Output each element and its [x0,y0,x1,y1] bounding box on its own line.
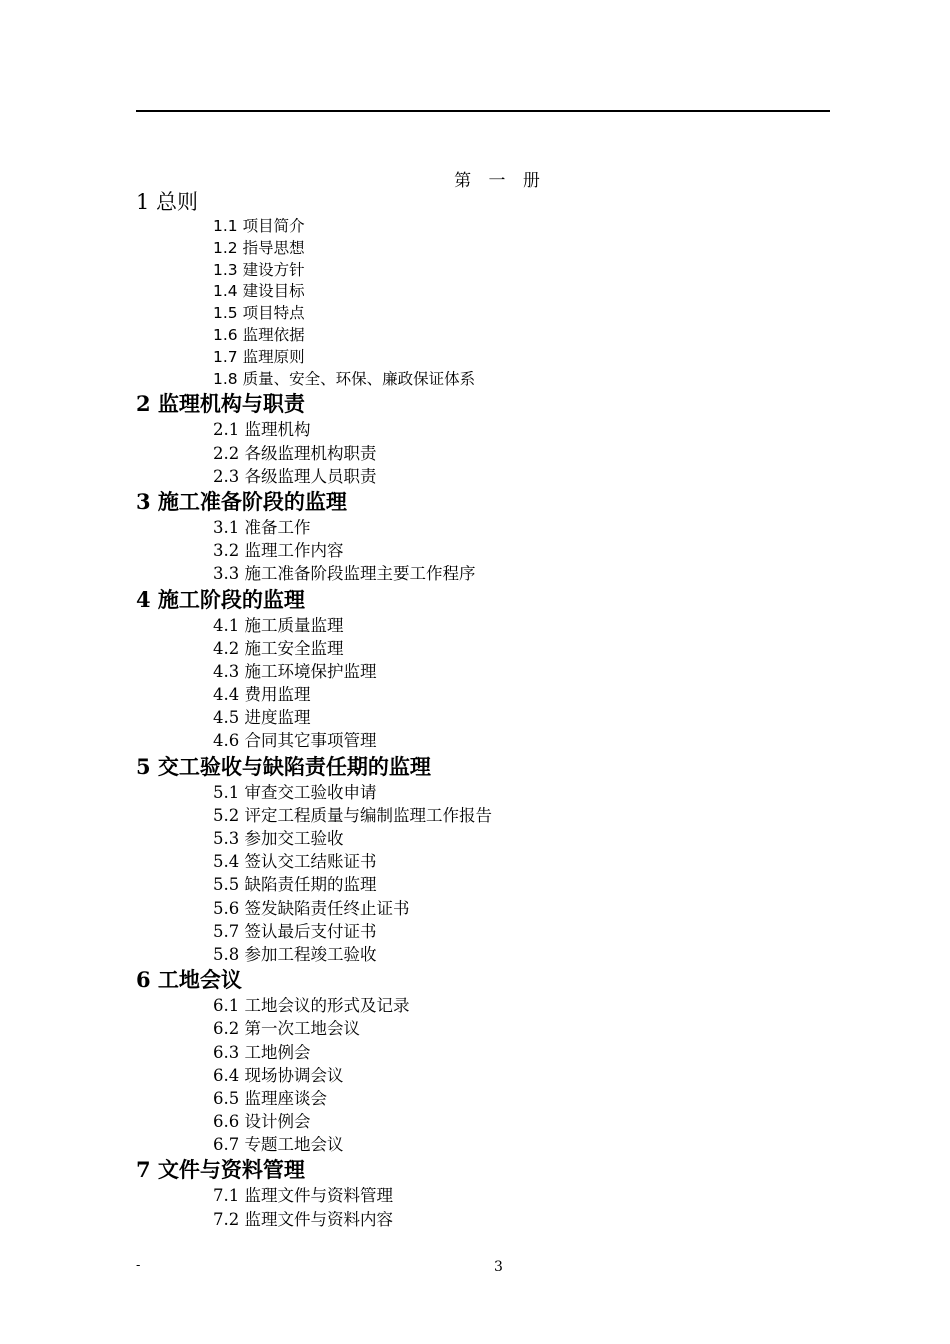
toc-chapter-heading: 6 工地会议 [136,967,242,993]
toc-section-item: 6.3 工地例会 [213,1042,311,1062]
toc-section-item: 5.4 签认交工结账证书 [213,852,377,872]
toc-section-item: 3.3 施工准备阶段监理主要工作程序 [213,564,476,584]
toc-chapter-heading: 2 监理机构与职责 [136,391,305,417]
toc-section-item: 2.1 监理机构 [213,420,311,440]
header-rule [136,110,830,112]
toc-section-item: 4.1 施工质量监理 [213,615,344,635]
toc-section-item: 5.3 参加交工验收 [213,829,344,848]
toc-section-item: 4.4 费用监理 [213,685,311,705]
toc-section-item: 1.6 监理依据 [213,325,305,344]
toc-chapter-heading: 7 文件与资料管理 [136,1157,305,1183]
toc-section-item: 6.7 专题工地会议 [213,1135,344,1155]
toc-section-item: 5.2 评定工程质量与编制监理工作报告 [213,805,492,825]
toc-section-item: 1.5 项目特点 [213,304,305,323]
toc-chapter-heading: 5 交工验收与缺陷责任期的监理 [136,753,431,779]
toc-section-item: 1.7 监理原则 [213,347,305,366]
toc-section-item: 1.1 项目简介 [213,217,305,235]
toc-section-item: 6.2 第一次工地会议 [213,1019,360,1039]
toc-chapter-heading: 4 施工阶段的监理 [136,586,305,612]
toc-section-item: 2.3 各级监理人员职责 [213,466,377,486]
toc-section-item: 6.1 工地会议的形式及记录 [213,996,410,1016]
toc-chapter-heading: 1 总则 [136,190,199,214]
toc-section-item: 4.2 施工安全监理 [213,638,344,658]
toc-section-item: 4.3 施工环境保护监理 [213,661,377,681]
toc-section-item: 5.6 签发缺陷责任终止证书 [213,898,410,918]
page-number: 3 [494,1259,503,1275]
toc-section-item: 2.2 各级监理机构职责 [213,443,377,463]
toc-section-item: 4.6 合同其它事项管理 [213,731,377,751]
toc-section-item: 6.4 现场协调会议 [213,1065,344,1085]
volume-title: 第 一 册 [454,171,546,191]
table-of-contents [136,188,836,1231]
toc-section-item: 5.7 签认最后支付证书 [213,921,377,941]
toc-section-item: 1.4 建设目标 [213,282,305,301]
toc-section-item: 6.6 设计例会 [213,1112,311,1132]
toc-section-item: 3.2 监理工作内容 [213,541,344,561]
toc-section-item: 3.1 准备工作 [213,517,311,537]
toc-section-item: 5.8 参加工程竣工验收 [213,944,377,964]
toc-section-item: 7.2 监理文件与资料内容 [213,1209,393,1229]
toc-section-item: 7.1 监理文件与资料管理 [213,1186,393,1206]
toc-section-item: 5.1 审查交工验收申请 [213,782,377,802]
toc-section-item: 6.5 监理座谈会 [213,1088,327,1108]
toc-section-item: 1.2 指导思想 [213,238,305,257]
footer-dash: - [136,1258,141,1273]
toc-section-item: 1.3 建设方针 [213,260,305,279]
toc-section-item: 1.8 质量、安全、环保、廉政保证体系 [213,369,476,388]
toc-chapter-heading: 3 施工准备阶段的监理 [136,488,347,514]
toc-section-item: 4.5 进度监理 [213,708,311,728]
toc-section-item: 5.5 缺陷责任期的监理 [213,875,377,895]
